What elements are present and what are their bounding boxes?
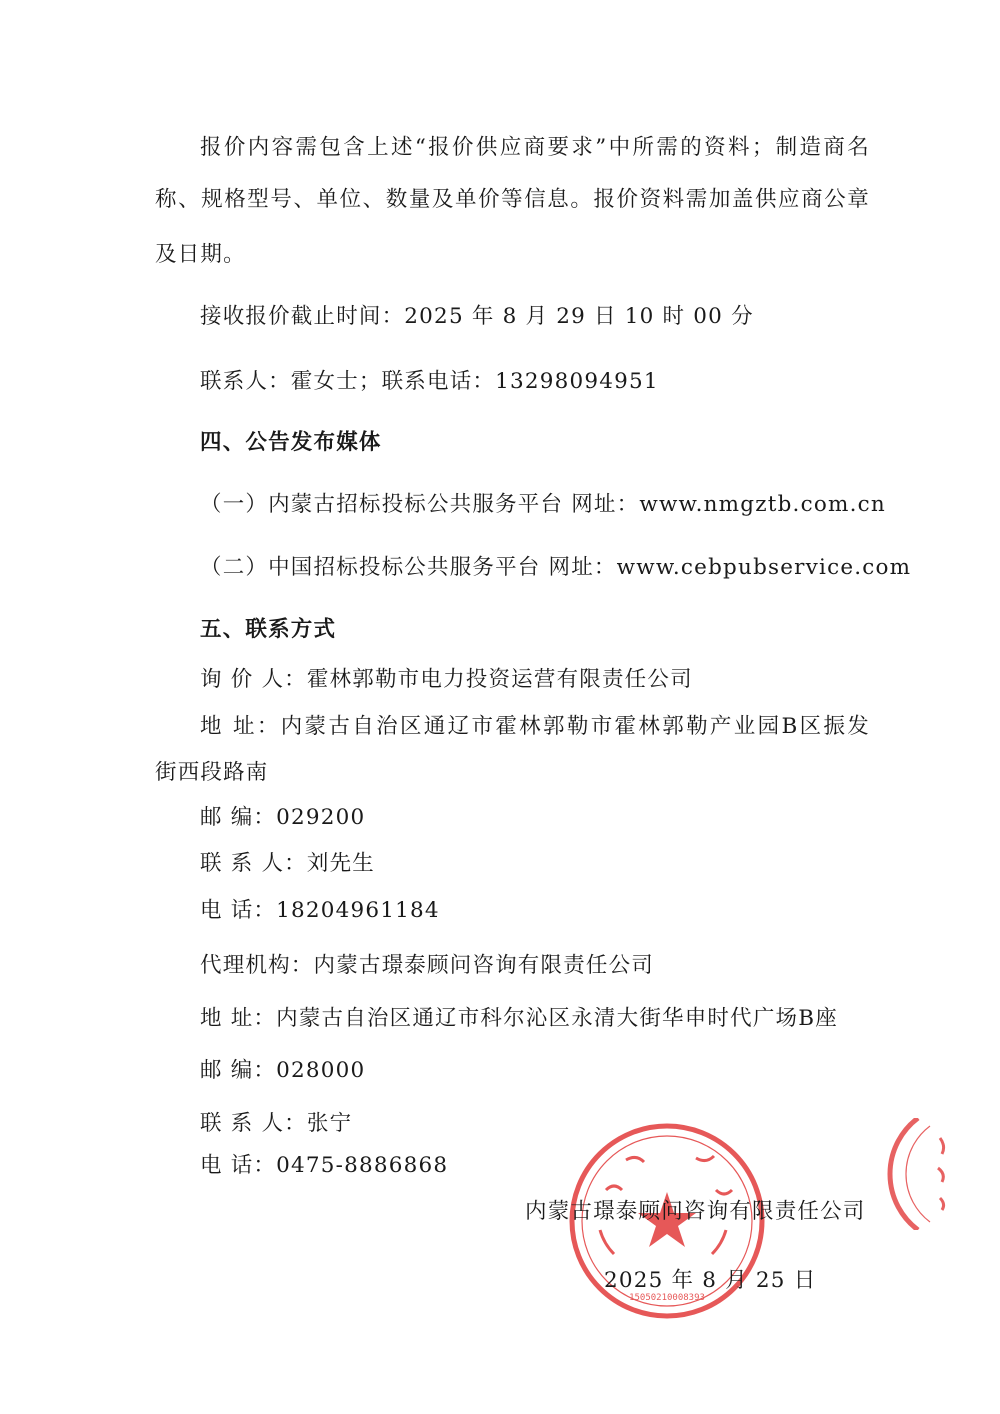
address-line: 地 址：内蒙古自治区通辽市科尔沁区永清大街华申时代广场B座 [200,1006,838,1031]
address-line: 地 址：内蒙古自治区通辽市霍林郭勒市霍林郭勒产业园B区振发 [200,714,870,739]
section-heading: 四、公告发布媒体 [200,430,382,455]
agency-text: 代理机构：内蒙古璟泰顾问咨询有限责任公司 [200,953,655,978]
media-item: （二）中国招标投标公共服务平台 网址：www.cebpubservice.com [200,555,912,580]
contact-text: 联系人：霍女士；联系电话：13298094951 [200,369,659,394]
signature-date: 2025 年 8 月 25 日 [604,1268,817,1293]
svg-text:15050210008393: 15050210008393 [629,1293,705,1303]
partial-seal [878,1118,1000,1230]
contact-person-text: 联 系 人：刘先生 [200,851,375,876]
contact-person-text: 联 系 人：张宁 [200,1111,353,1136]
paragraph-line: 称、规格型号、单位、数量及单价等信息。报价资料需加盖供应商公章 [155,187,870,212]
section-heading: 五、联系方式 [200,617,337,642]
address-line: 街西段路南 [155,760,269,785]
paragraph-line: 及日期。 [155,242,246,267]
signature-company: 内蒙古璟泰顾问咨询有限责任公司 [525,1199,866,1224]
phone-text: 电 话：18204961184 [200,898,440,923]
postcode-text: 邮 编：029200 [200,805,366,830]
deadline-text: 接收报价截止时间：2025 年 8 月 29 日 10 时 00 分 [200,304,754,329]
phone-text: 电 话：0475-8886868 [200,1153,449,1178]
paragraph-line: 报价内容需包含上述“报价供应商要求”中所需的资料；制造商名 [200,135,870,160]
inquirer-text: 询 价 人：霍林郭勒市电力投资运营有限责任公司 [200,667,693,692]
media-item: （一）内蒙古招标投标公共服务平台 网址：www.nmgztb.com.cn [200,492,886,517]
postcode-text: 邮 编：028000 [200,1058,366,1083]
